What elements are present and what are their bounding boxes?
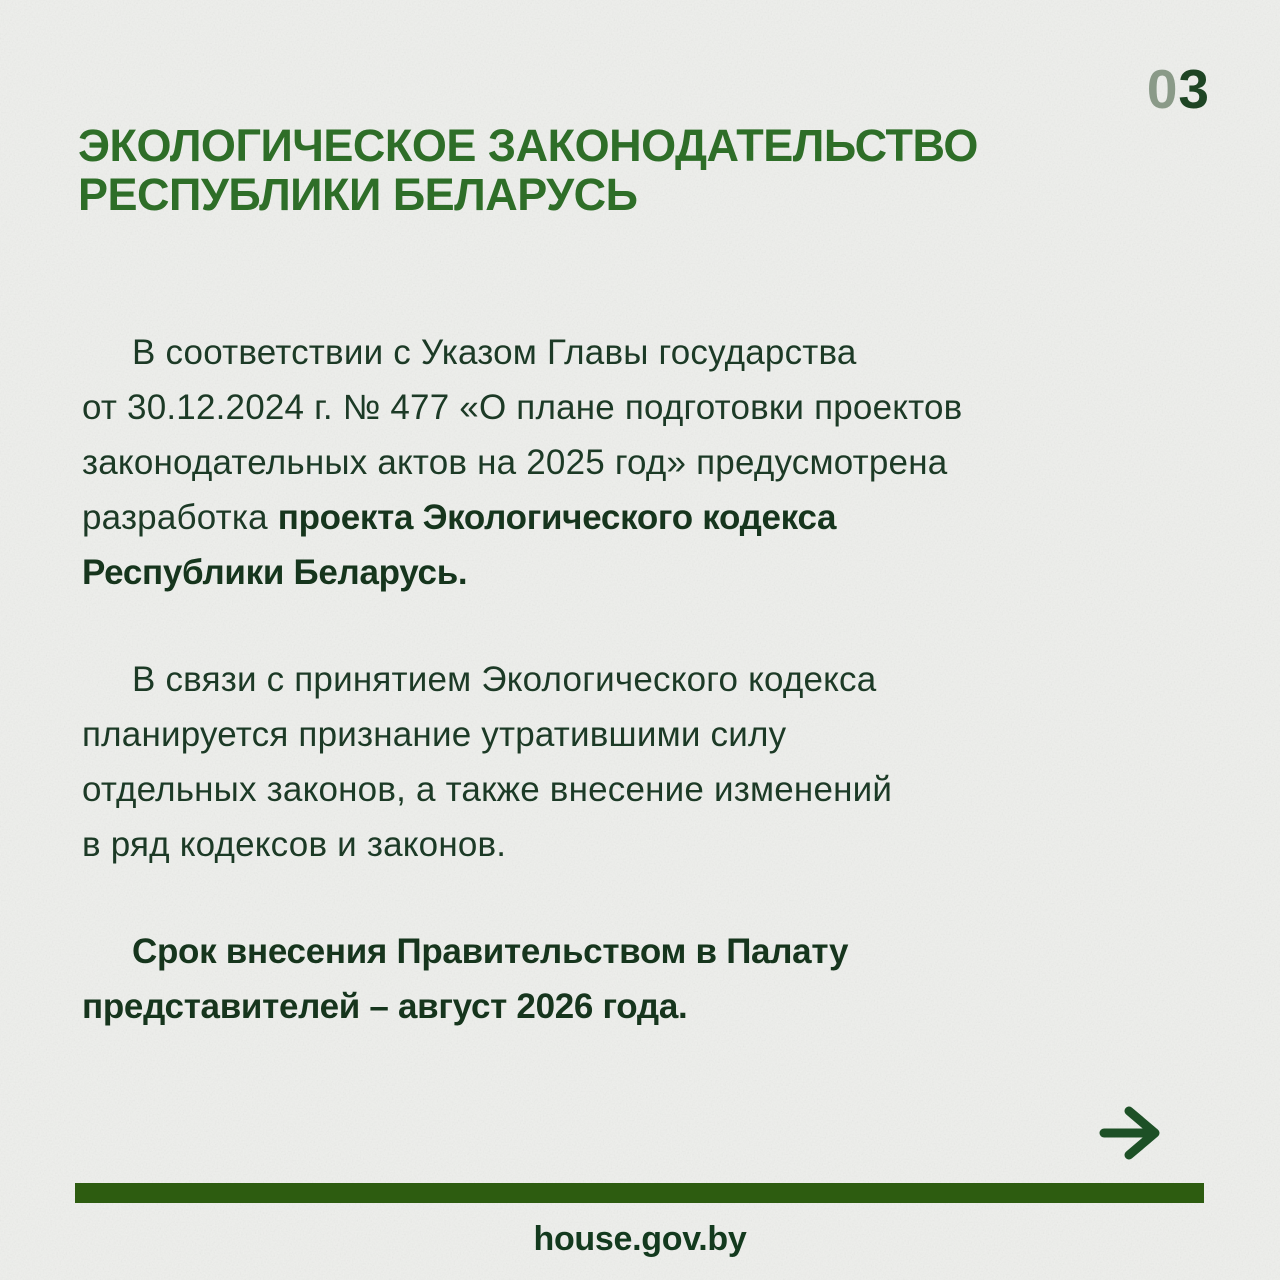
text-segment-bold: представителей – август 2026 года.	[82, 987, 688, 1026]
page-number-digit: 3	[1178, 58, 1210, 120]
text-line	[82, 817, 962, 872]
text-line	[82, 707, 962, 762]
text-segment: законодательных актов на 2025 год» предусмотрена	[82, 443, 948, 482]
text-line	[82, 762, 962, 817]
page-title	[78, 121, 978, 219]
text-segment: в ряд кодексов и законов.	[82, 825, 507, 864]
page-title-line-2: РЕСПУБЛИКИ БЕЛАРУСЬ	[78, 169, 638, 220]
text-segment: разработка	[82, 498, 278, 537]
text-segment: В связи с принятием Экологического кодекса	[132, 660, 877, 699]
divider-bar	[75, 1183, 1204, 1203]
text-segment: планируется признание утратившими силу	[82, 715, 787, 754]
text-line	[82, 490, 962, 545]
text-segment: отдельных законов, а также внесение изменений	[82, 770, 893, 809]
text-segment-bold: Республики Беларусь.	[82, 553, 468, 592]
text-line	[82, 380, 962, 435]
text-segment-bold: проекта Экологического кодекса	[277, 498, 837, 537]
text-line	[82, 325, 962, 380]
paragraph-2	[82, 652, 962, 872]
paragraph-3	[82, 924, 962, 1034]
page-number-prefix: 0	[1146, 58, 1179, 120]
text-segment-bold: Срок внесения Правительством в Палату	[132, 932, 849, 971]
text-segment: В соответствии с Указом Главы государства	[132, 333, 857, 372]
page-number	[1146, 58, 1210, 120]
text-line	[82, 545, 962, 600]
text-line	[82, 435, 962, 490]
text-line	[82, 979, 962, 1034]
page-title-line-1: ЭКОЛОГИЧЕСКОЕ ЗАКОНОДАТЕЛЬСТВО	[78, 120, 978, 171]
paragraph-1	[82, 325, 962, 600]
text-line	[82, 652, 962, 707]
body-text	[82, 325, 962, 1086]
text-line	[82, 924, 962, 979]
footer-url: house.gov.by	[533, 1220, 747, 1258]
text-segment: от 30.12.2024 г. № 477 «О плане подготовки проектов	[82, 388, 963, 427]
next-arrow-icon[interactable]	[1099, 1104, 1165, 1162]
